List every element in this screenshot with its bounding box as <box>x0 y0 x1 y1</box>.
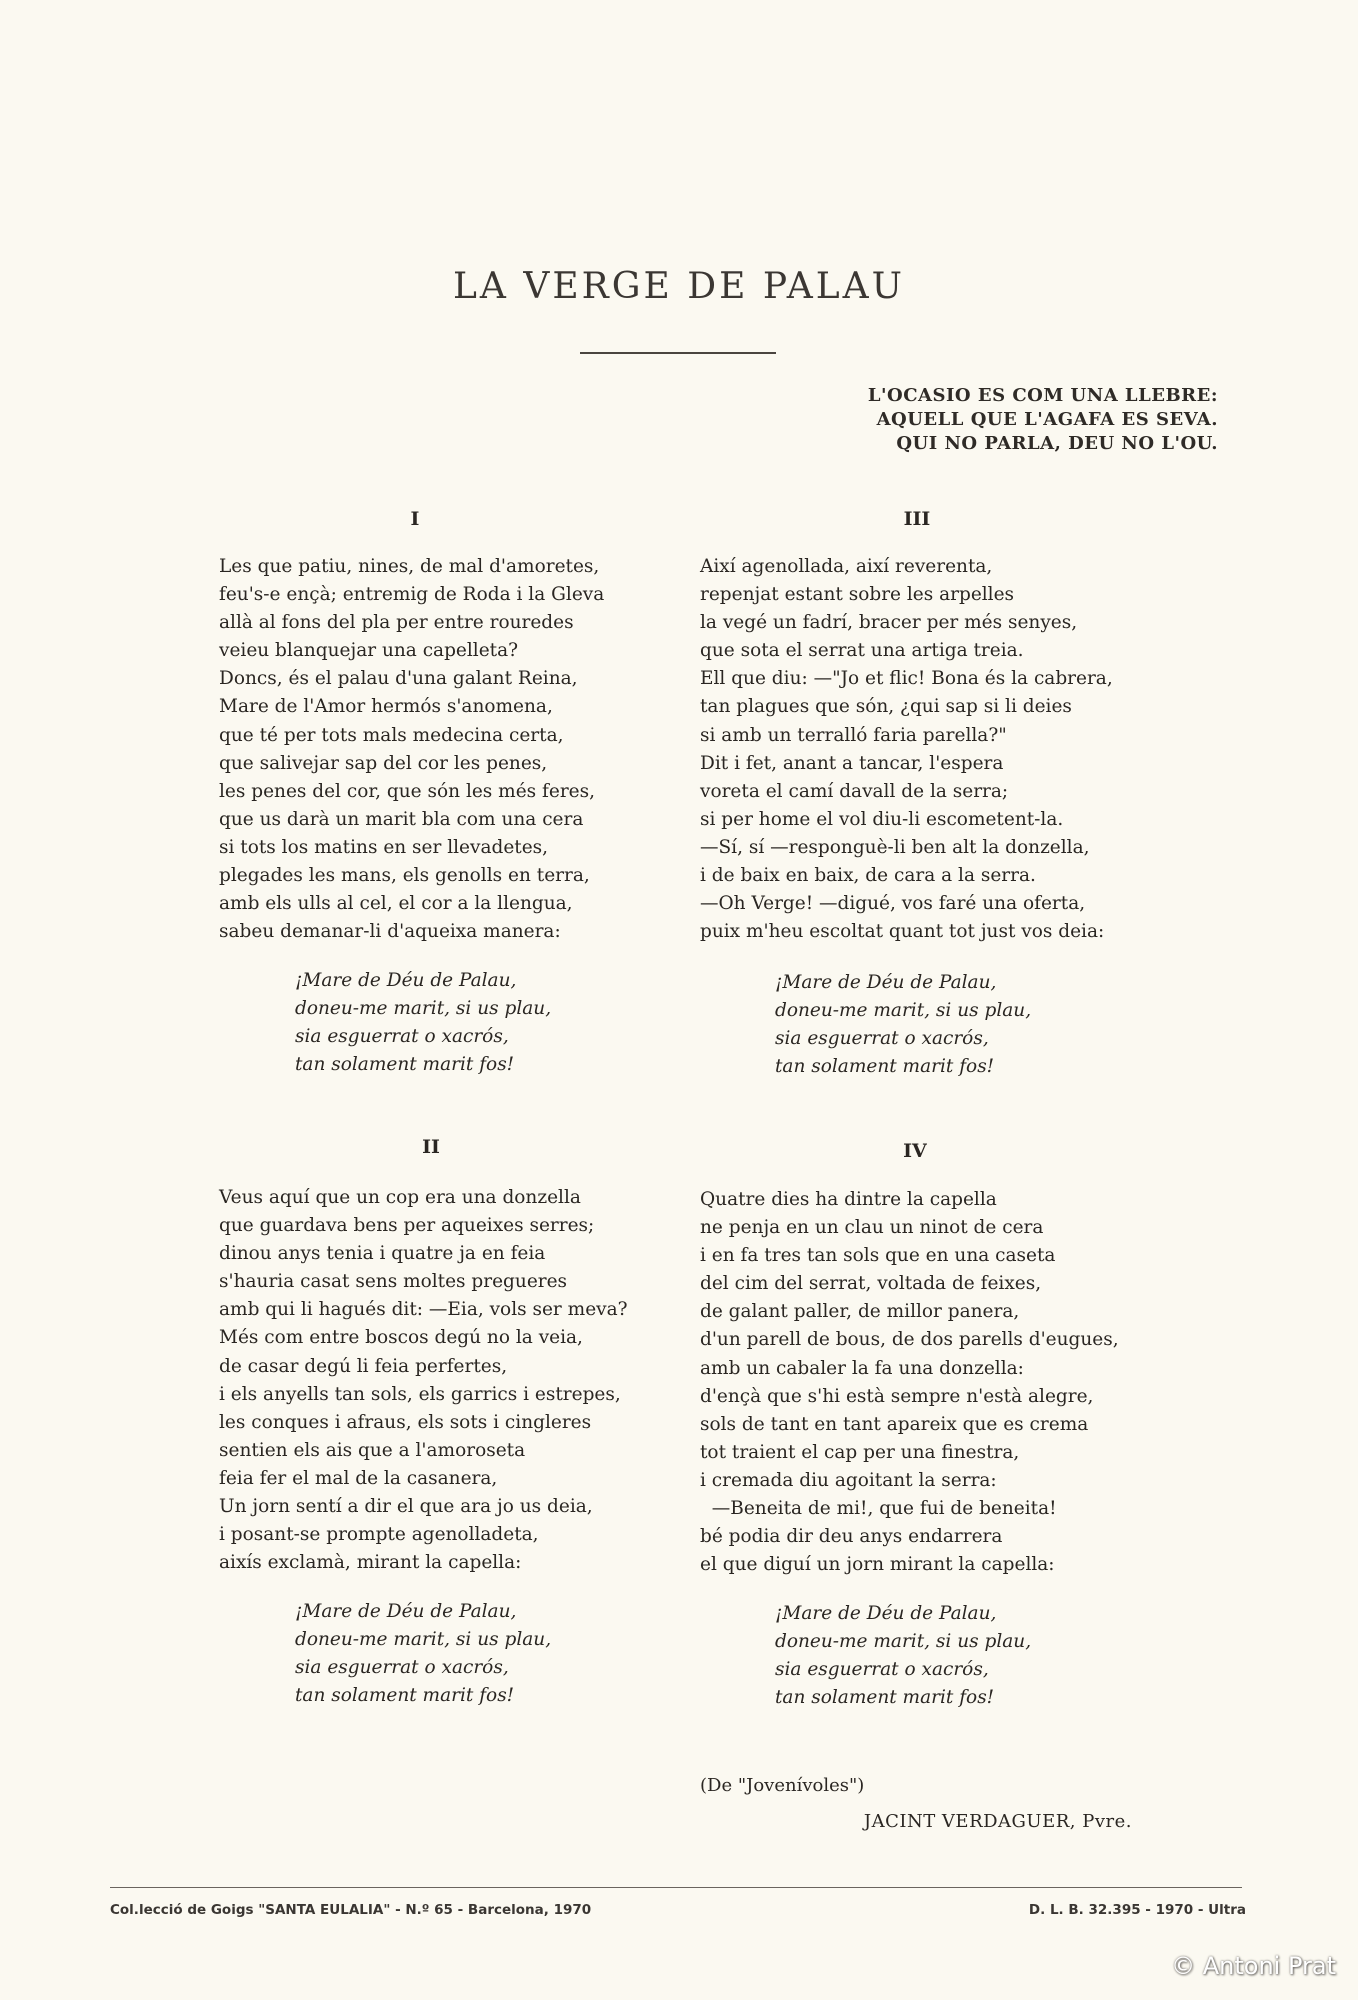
verse-line: les conques i afraus, els sots i cingleres <box>219 1411 592 1433</box>
refrain-i <box>295 967 551 1079</box>
refrain-line: sia esguerrat o xacrós, <box>295 1657 509 1678</box>
stanza-numeral-iv: IV <box>903 1140 927 1162</box>
verse-line: si tots los matins en ser llevadetes, <box>219 836 549 858</box>
verse-line: i en fa tres tan sols que en una caseta <box>700 1245 1056 1267</box>
verse-line: dinou anys tenia i quatre ja en feia <box>219 1243 546 1265</box>
page-title: LA VERGE DE PALAU <box>453 266 905 307</box>
verse-line: ne penja en un clau un ninot de cera <box>700 1217 1044 1239</box>
refrain-line: doneu-me marit, si us plau, <box>775 1000 1032 1021</box>
verse-line: que salivejar sap del cor les penes, <box>219 752 548 774</box>
stanza-numeral-iii: III <box>903 508 931 530</box>
proverbs-block <box>658 384 1218 456</box>
verse-line: sols de tant en tant apareix que es crema <box>700 1413 1089 1435</box>
verse-line: Ell que diu: —"Jo et flic! Bona és la cabrera, <box>700 668 1113 690</box>
refrain-line: tan solament marit fos! <box>775 1056 995 1077</box>
author-signature: JACINT VERDAGUER, Pvre. <box>863 1811 1132 1832</box>
verse-line: —Oh Verge! —digué, vos faré una oferta, <box>700 893 1086 915</box>
verse-line: el que diguí un jorn mirant la capella: <box>700 1554 1055 1576</box>
verse-line: amb qui li hagués dit: —Eia, vols ser meva? <box>219 1299 628 1321</box>
source-note: (De "Jovenívoles") <box>700 1775 865 1796</box>
verse-line: bé podia dir deu anys endarrera <box>700 1526 1003 1548</box>
verse-line: si per home el vol diu-li escometent-la. <box>700 808 1064 830</box>
verse-line: i de baix en baix, de cara a la serra. <box>700 865 1036 887</box>
refrain-line: sia esguerrat o xacrós, <box>295 1026 509 1047</box>
verse-line: sentien els ais que a l'amoroseta <box>219 1439 526 1461</box>
verse-line: i posant-se prompte agenolladeta, <box>219 1524 539 1546</box>
verse-line: tot traient el cap per una finestra, <box>700 1441 1020 1463</box>
refrain-line: doneu-me marit, si us plau, <box>295 1629 552 1650</box>
stanza-numeral-i: I <box>410 508 420 530</box>
stanza-iv <box>700 1186 1119 1579</box>
verse-line: aixís exclamà, mirant la capella: <box>219 1552 522 1574</box>
verse-line: puix m'heu escoltat quant tot just vos deia: <box>700 921 1105 943</box>
refrain-line: doneu-me marit, si us plau, <box>775 1631 1032 1652</box>
verse-line: Més com entre boscos degú no la veia, <box>219 1327 583 1349</box>
verse-line: tan plagues que són, ¿qui sap si li deies <box>700 696 1072 718</box>
refrain-line: ¡Mare de Déu de Palau, <box>775 972 997 993</box>
refrain-line: sia esguerrat o xacrós, <box>775 1028 989 1049</box>
verse-line: amb els ulls al cel, el cor a la llengua, <box>219 893 573 915</box>
verse-line: sabeu demanar-li d'aqueixa manera: <box>219 921 561 943</box>
verse-line: la vegé un fadrí, bracer per més senyes, <box>700 612 1078 634</box>
verse-line: plegades les mans, els genolls en terra, <box>219 865 590 887</box>
proverb-line: L'OCASIO ES COM UNA LLEBRE: <box>867 385 1218 406</box>
verse-line: —Beneita de mi!, que fui de beneita! <box>700 1498 1057 1520</box>
verse-line: Un jorn sentí a dir el que ara jo us deia, <box>219 1496 593 1518</box>
verse-line: amb un cabaler la fa una donzella: <box>700 1357 1024 1379</box>
verse-line: —Sí, sí —responguè-li ben alt la donzella, <box>700 836 1090 858</box>
verse-line: si amb un terralló faria parella?" <box>700 724 1007 746</box>
proverb-line: QUI NO PARLA, DEU NO L'OU. <box>896 433 1218 454</box>
verse-line: de galant paller, de millor panera, <box>700 1301 1020 1323</box>
verse-line: que té per tots mals medecina certa, <box>219 724 564 746</box>
stanza-i <box>219 553 604 946</box>
refrain-line: tan solament marit fos! <box>775 1687 995 1708</box>
proverb-line: AQUELL QUE L'AGAFA ES SEVA. <box>876 409 1218 430</box>
verse-line: que guardava bens per aqueixes serres; <box>219 1215 595 1237</box>
verse-line: Quatre dies ha dintre la capella <box>700 1189 997 1210</box>
refrain-line: ¡Mare de Déu de Palau, <box>295 1601 517 1622</box>
verse-line: i els anyells tan sols, els garrics i estrepes, <box>219 1383 621 1405</box>
verse-line: del cim del serrat, voltada de feixes, <box>700 1273 1042 1295</box>
stanza-iii <box>700 553 1113 946</box>
refrain-line: tan solament marit fos! <box>295 1054 515 1075</box>
verse-line: que sota el serrat una artiga treia. <box>700 640 1024 662</box>
verse-line: feia fer el mal de la casanera, <box>219 1467 498 1489</box>
verse-line: Doncs, és el palau d'una galant Reina, <box>219 668 578 690</box>
verse-line: veieu blanquejar una capelleta? <box>219 640 519 662</box>
refrain-line: ¡Mare de Déu de Palau, <box>295 970 517 991</box>
refrain-line: doneu-me marit, si us plau, <box>295 998 552 1019</box>
verse-line: Així agenollada, així reverenta, <box>700 556 993 577</box>
verse-line: d'un parell de bous, de dos parells d'eugues, <box>700 1329 1119 1351</box>
footer-divider <box>110 1887 1242 1888</box>
verse-line: que us darà un marit bla com una cera <box>219 808 584 830</box>
verse-line: les penes del cor, que són les més feres, <box>219 780 596 802</box>
refrain-line: sia esguerrat o xacrós, <box>775 1659 989 1680</box>
verse-line: feu's-e ençà; entremig de Roda i la Gleva <box>219 584 605 606</box>
verse-line: Les que patiu, nines, de mal d'amoretes, <box>219 556 600 577</box>
verse-line: Mare de l'Amor hermós s'anomena, <box>219 696 553 718</box>
refrain-iv <box>775 1600 1031 1712</box>
verse-line: Veus aquí que un cop era una donzella <box>219 1187 581 1208</box>
stanza-ii <box>219 1184 628 1577</box>
stanza-numeral-ii: II <box>422 1136 440 1158</box>
verse-line: s'hauria casat sens moltes pregueres <box>219 1271 568 1293</box>
footer-collection: Col.lecció de Goigs "SANTA EULALIA" - N.º 65 - Barcelona, 1970 <box>110 1902 592 1918</box>
copyright-watermark: © Antoni Prat <box>1171 1952 1336 1980</box>
verse-line: repenjat estant sobre les arpelles <box>700 584 1015 606</box>
verse-line: Dit i fet, anant a tancar, l'espera <box>700 752 1004 774</box>
refrain-iii <box>775 969 1031 1081</box>
verse-line: i cremada diu agoitant la serra: <box>700 1469 997 1491</box>
verse-line: de casar degú li feia perfertes, <box>219 1355 508 1377</box>
verse-line: allà al fons del pla per entre rouredes <box>219 612 574 634</box>
title-divider <box>580 352 776 354</box>
verse-line: voreta el camí davall de la serra; <box>700 780 1009 802</box>
footer-legal-deposit: D. L. B. 32.395 - 1970 - Ultra <box>1028 1902 1246 1918</box>
verse-line: d'ençà que s'hi està sempre n'està alegre, <box>700 1385 1094 1407</box>
refrain-line: tan solament marit fos! <box>295 1685 515 1706</box>
refrain-ii <box>295 1598 551 1710</box>
refrain-line: ¡Mare de Déu de Palau, <box>775 1603 997 1624</box>
